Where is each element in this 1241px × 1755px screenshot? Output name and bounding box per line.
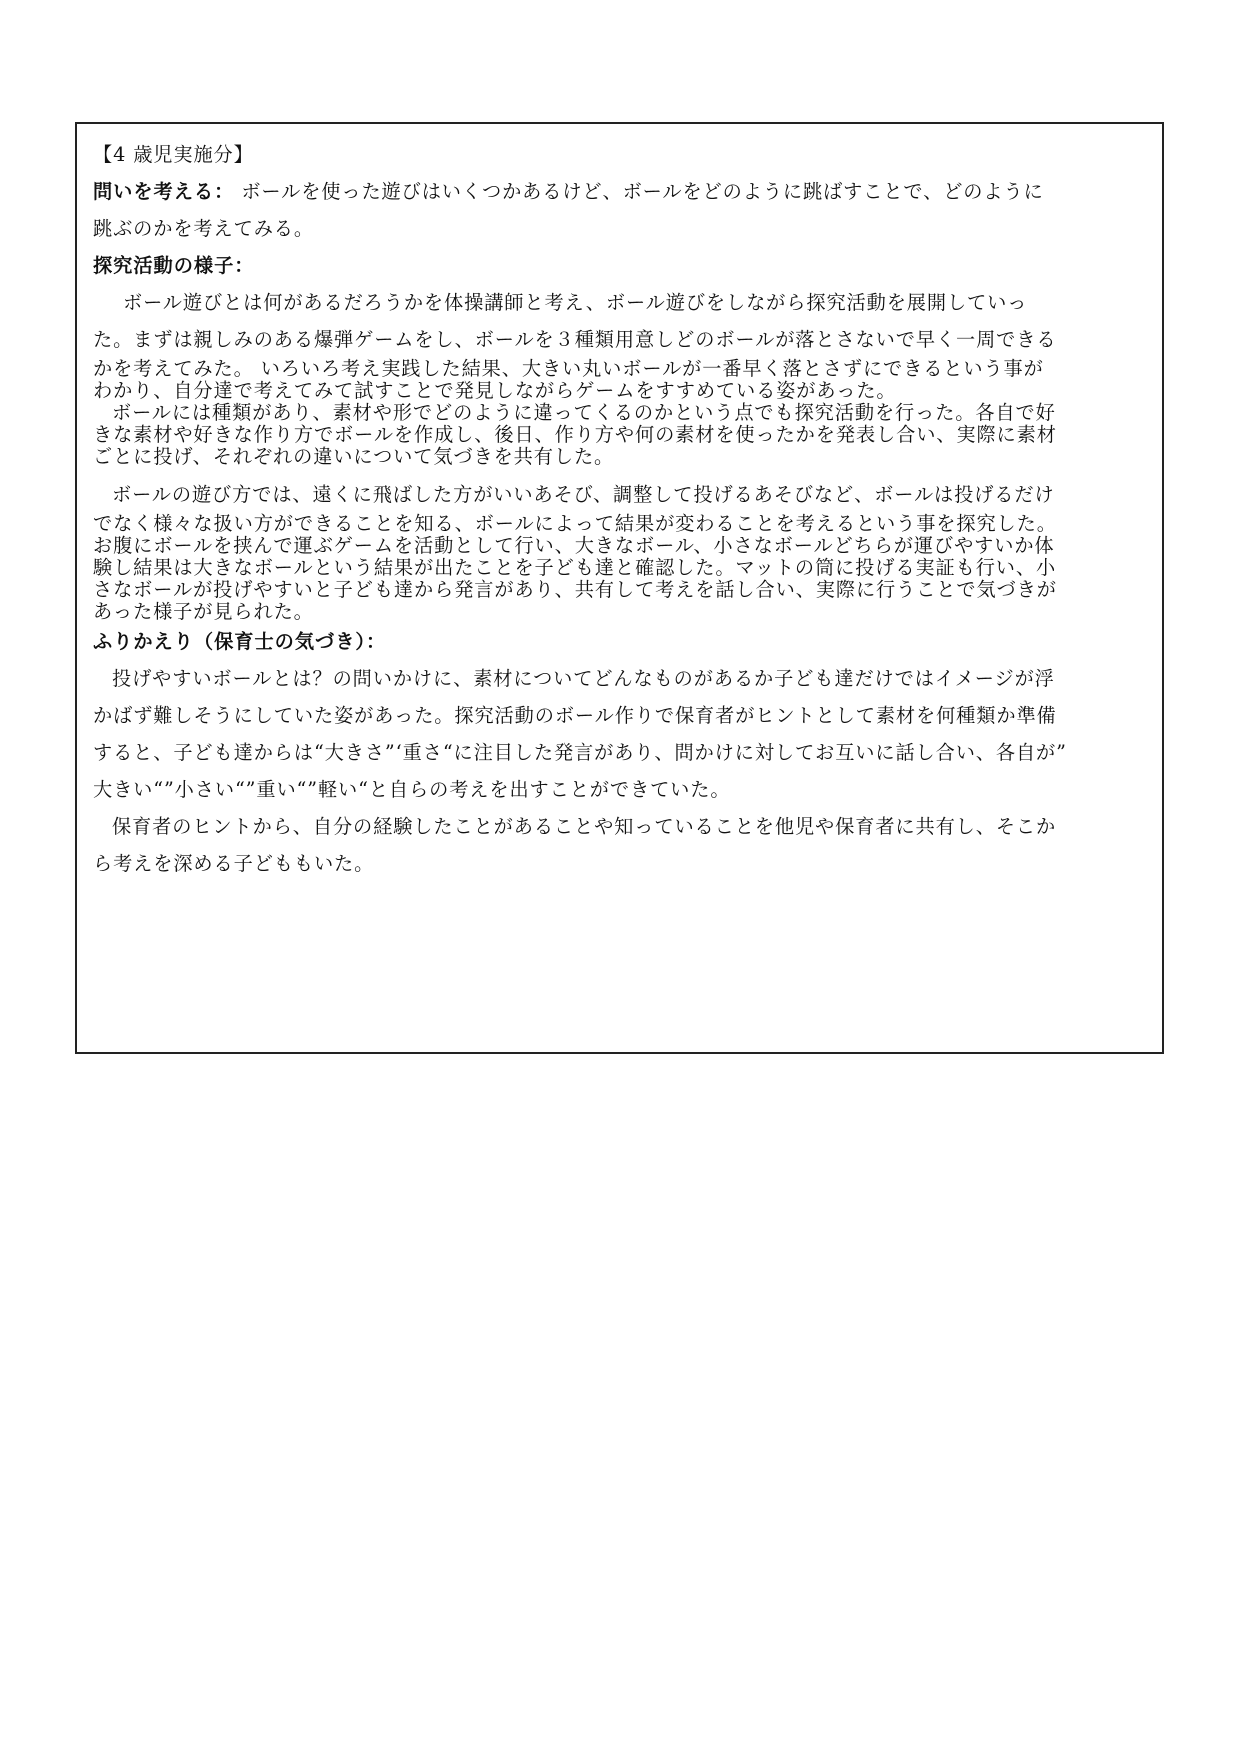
spacer (93, 468, 1148, 476)
inquiry-line: あった様子が見られた。 (93, 600, 314, 623)
inquiry-line: た。まずは親しみのある爆弾ゲームをし、ボールを３種類用意しどのボールが落とさないで早く一周できる (93, 328, 1057, 351)
section-title: 【4 歳児実施分】 (93, 143, 254, 166)
inquiry-line: お腹にボールを挟んで運ぶゲームを活動として行い、大きなボール、小さなボールどちらが運びやすいか体 (93, 534, 1055, 557)
inquiry-line: かを考えてみた。 いろいろ考え実践した結果、大きい丸いボールが一番早く落とさずにできるという事が (93, 357, 1044, 380)
reflection-line: 保育者のヒントから、自分の経験したことがあることや知っていることを他児や保育者に共有し、そこか (112, 815, 1057, 838)
inquiry-line: わかり、自分達で考えてみて試すことで発見しながらゲームをすすめている姿があった。 (93, 379, 897, 402)
inquiry-line: ボール遊びとは何があるだろうかを体操講師と考え、ボール遊びをしながら探究活動を展開していっ (123, 291, 1028, 314)
inquiry-line: 験し結果は大きなボールという結果が出たことを子ども達と確認した。マットの筒に投げる実証も行い、小 (93, 556, 1057, 579)
question-line (93, 173, 1148, 210)
question-text: ボールを使った遊びはいくつかあるけど、ボールをどのように跳ばすことで、どのように (241, 180, 1044, 203)
reflection-heading: ふりかえり（保育士の気づき）： (93, 630, 387, 653)
inquiry-line: ボールには種類があり、素材や形でどのように違ってくるのかという点でも探究活動を行った。各自で好 (112, 401, 1056, 424)
inquiry-heading: 探究活動の様子： (93, 254, 255, 277)
inquiry-line: ボールの遊び方では、遠くに飛ばした方がいいあそび、調整して投げるあそびなど、ボールは投げるだけ (112, 483, 1055, 506)
question-heading: 問いを考える： (93, 180, 235, 203)
reflection-line: かばず難しそうにしていた姿があった。探究活動のボール作りで保育者がヒントとして素材を何種類か準備 (93, 704, 1057, 727)
question-text-cont: 跳ぶのかを考えてみる。 (93, 217, 314, 240)
report-box (75, 122, 1164, 1054)
inquiry-line: さなボールが投げやすいと子ども達から発言があり、共有して考えを話し合い、実際に行うことで気づきが (93, 578, 1057, 601)
inquiry-line: でなく様々な扱い方ができることを知る、ボールによって結果が変わることを考えるという事を探究した。 (93, 512, 1057, 535)
inquiry-line: きな素材や好きな作り方でボールを作成し、後日、作り方や何の素材を使ったかを発表し合い、実際に素材 (93, 423, 1057, 446)
inquiry-line: ごとに投げ、それぞれの違いについて気づきを共有した。 (93, 445, 615, 468)
reflection-line: 投げやすいボールとは？の問いかけに、素材についてどんなものがあるか子ども達だけではイメージが浮 (112, 667, 1055, 690)
reflection-line: すると、子ども達からは“大きさ”‘重さ“に注目した発言があり、問かけに対してお互いに話し合い、各自が” (93, 741, 1067, 764)
reflection-line: ら考えを深める子どももいた。 (93, 852, 375, 875)
reflection-line: 大きい“”小さい“”重い“”軽い“と自らの考えを出すことができていた。 (93, 778, 731, 801)
